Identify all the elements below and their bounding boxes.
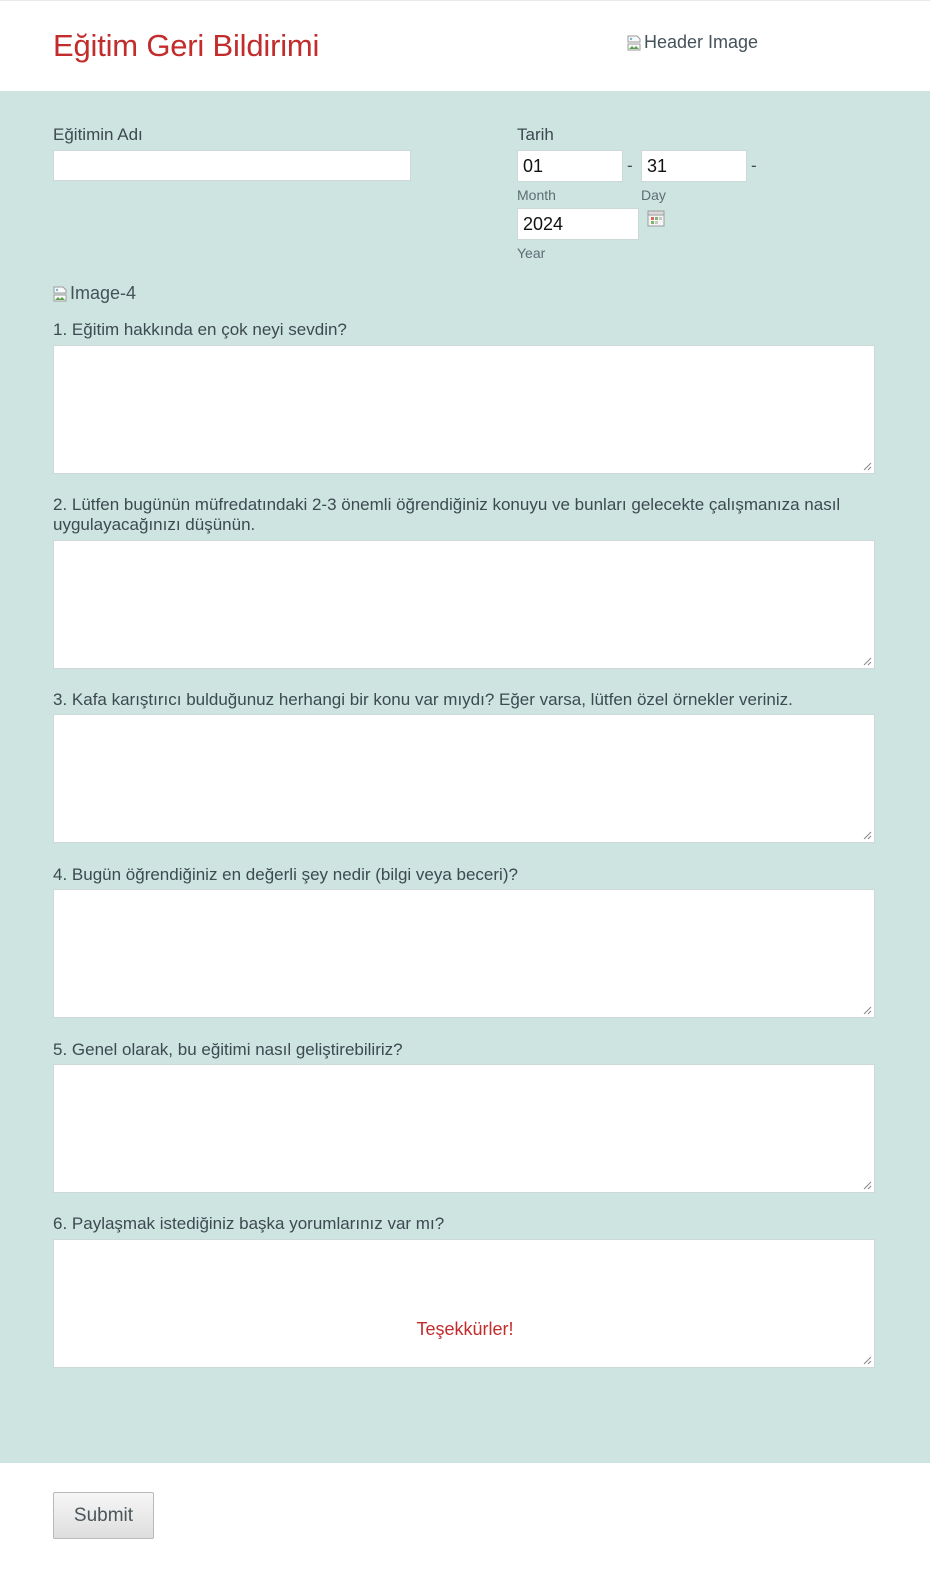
month-input[interactable] bbox=[517, 150, 623, 182]
resize-handle-icon[interactable] bbox=[862, 1180, 872, 1190]
question-4-textarea[interactable] bbox=[53, 889, 875, 1018]
image-4-alt: Image-4 bbox=[70, 283, 137, 303]
year-input[interactable] bbox=[517, 208, 639, 240]
question-4-label: 4. Bugün öğrendiğiniz en değerli şey nedir (bilgi veya beceri)? bbox=[53, 865, 518, 884]
form-title: Eğitim Geri Bildirimi bbox=[53, 28, 320, 63]
date-label: Tarih bbox=[517, 125, 554, 144]
broken-image-icon bbox=[53, 286, 69, 302]
form-body bbox=[0, 91, 930, 1463]
form-footer bbox=[0, 1463, 930, 1572]
date-separator: - bbox=[751, 156, 757, 175]
resize-handle-icon[interactable] bbox=[862, 656, 872, 666]
month-sublabel: Month bbox=[517, 187, 556, 203]
form-header bbox=[0, 0, 930, 91]
question-2-textarea[interactable] bbox=[53, 540, 875, 669]
question-6-label: 6. Paylaşmak istediğiniz başka yorumlarınız var mı? bbox=[53, 1214, 445, 1233]
broken-image-icon bbox=[627, 35, 643, 51]
header-image-alt: Header Image bbox=[644, 32, 759, 52]
question-2-label: 2. Lütfen bugünün müfredatındaki 2-3 önemli öğrendiğiniz konuyu ve bunları gelecekte çalışmanıza nasıl uygulayacağınızı düşünün. bbox=[53, 495, 841, 534]
training-name-input[interactable] bbox=[53, 150, 411, 181]
header-image bbox=[627, 32, 758, 53]
thanks-text: Teşekkürler! bbox=[416, 1319, 514, 1339]
day-input[interactable] bbox=[641, 150, 747, 182]
resize-handle-icon[interactable] bbox=[862, 461, 872, 471]
question-6-textarea[interactable] bbox=[53, 1239, 875, 1368]
question-5-textarea[interactable] bbox=[53, 1064, 875, 1193]
year-sublabel: Year bbox=[517, 245, 546, 261]
resize-handle-icon[interactable] bbox=[862, 1005, 872, 1015]
date-separator: - bbox=[627, 156, 633, 175]
image-4 bbox=[53, 283, 136, 304]
calendar-icon[interactable] bbox=[647, 209, 665, 227]
resize-handle-icon[interactable] bbox=[862, 1355, 872, 1365]
training-name-label: Eğitimin Adı bbox=[53, 125, 143, 144]
submit-button[interactable]: Submit bbox=[53, 1492, 154, 1539]
question-3-textarea[interactable] bbox=[53, 714, 875, 843]
question-1-textarea[interactable] bbox=[53, 345, 875, 474]
question-3-label: 3. Kafa karıştırıcı bulduğunuz herhangi bir konu var mıydı? Eğer varsa, lütfen özel örnekler veriniz. bbox=[53, 690, 793, 709]
day-sublabel: Day bbox=[641, 187, 666, 203]
resize-handle-icon[interactable] bbox=[862, 830, 872, 840]
question-5-label: 5. Genel olarak, bu eğitimi nasıl geliştirebiliriz? bbox=[53, 1040, 403, 1059]
question-1-label: 1. Eğitim hakkında en çok neyi sevdin? bbox=[53, 320, 347, 339]
